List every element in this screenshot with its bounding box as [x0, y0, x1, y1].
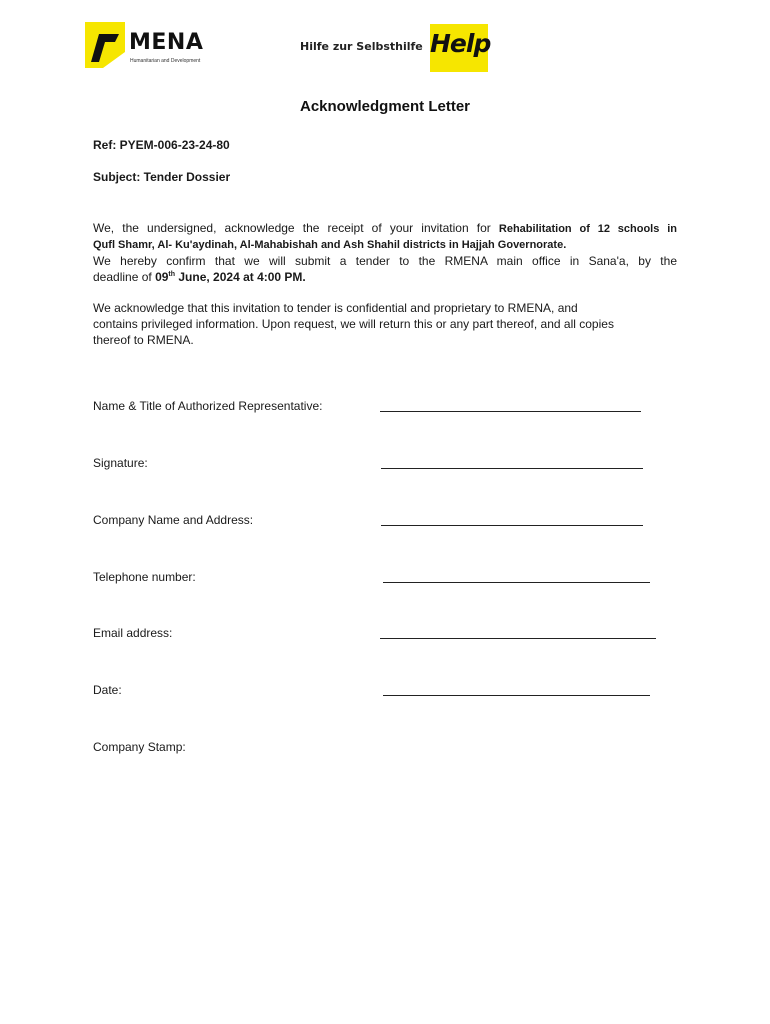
field-line-company[interactable] — [381, 525, 643, 526]
subject-line: Subject: Tender Dossier — [93, 170, 231, 184]
acknowledgment-paragraph — [93, 220, 677, 285]
help-logo-box — [430, 24, 491, 72]
field-line-email[interactable] — [380, 638, 656, 639]
field-line-representative[interactable] — [380, 411, 641, 412]
field-line-telephone[interactable] — [383, 582, 650, 583]
para1-line1: We, the undersigned, acknowledge the receipt of your invitation for Rehabilitation of 12 schools in — [93, 221, 677, 235]
confidentiality-paragraph — [93, 300, 677, 348]
field-label-email: Email address: — [93, 626, 173, 640]
field-line-signature[interactable] — [381, 468, 643, 469]
reference-line: Ref: PYEM-006-23-24-80 — [93, 138, 230, 152]
para2-line1: We acknowledge that this invitation to tender is confidential and proprietary to RMENA, and — [93, 301, 578, 315]
help-tagline: Hilfe zur Selbsthilfe — [300, 40, 423, 53]
para1-line3: We hereby confirm that we will submit a tender to the RMENA main office in Sana'a, by the — [93, 254, 677, 268]
field-label-representative: Name & Title of Authorized Representative: — [93, 399, 323, 413]
para1-line2: Qufl Shamr, Al- Ku'aydinah, Al-Mahabishah and Ash Shahil districts in Hajjah Governorate. — [93, 239, 567, 251]
mena-subtitle: Humanitarian and Development — [130, 58, 201, 64]
field-label-date: Date: — [93, 683, 122, 697]
mena-mark-icon — [85, 22, 125, 68]
mena-logo — [85, 22, 215, 72]
para2-line3: thereof to RMENA. — [93, 333, 194, 347]
help-wordmark: Help — [430, 29, 491, 58]
help-logo — [300, 24, 495, 74]
para1-line4: deadline of 09th June, 2024 at 4:00 PM. — [93, 270, 306, 284]
para2-line2: contains privileged information. Upon request, we will return this or any part thereof, and all copies — [93, 317, 614, 331]
field-label-company: Company Name and Address: — [93, 513, 254, 527]
field-label-telephone: Telephone number: — [93, 570, 196, 584]
mena-wordmark: MENA — [129, 30, 204, 55]
field-label-stamp: Company Stamp: — [93, 740, 186, 754]
page-title: Acknowledgment Letter — [299, 98, 471, 115]
field-line-date[interactable] — [383, 695, 650, 696]
field-label-signature: Signature: — [93, 456, 148, 470]
